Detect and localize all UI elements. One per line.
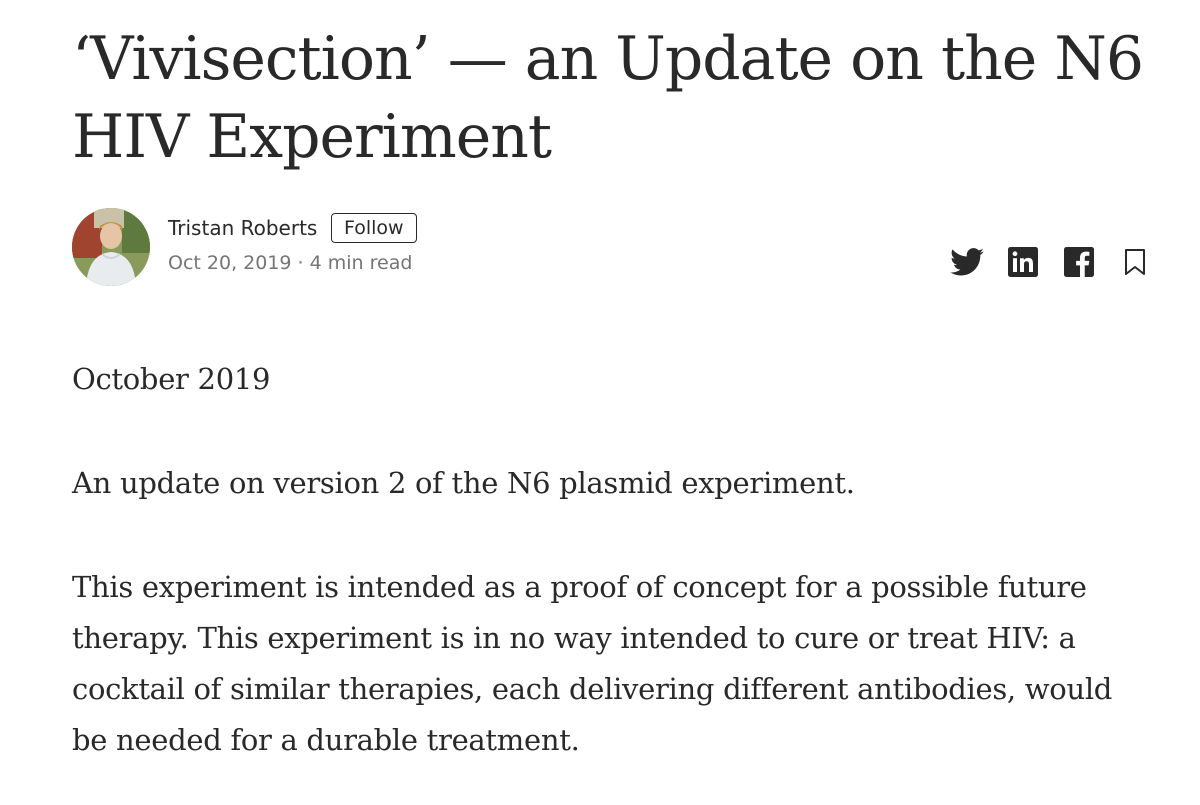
byline — [72, 206, 1152, 286]
bookmark-icon[interactable] — [1118, 245, 1152, 279]
paragraph-intro: This experiment is intended as a proof of concept for a possible future therapy. This experiment is in no way intended to cure or treat HIV: a cocktail of similar therapies, each delivering different antibodies, would be needed for a durable treatment. — [72, 570, 1113, 757]
follow-button[interactable]: Follow — [331, 213, 417, 243]
author-name[interactable]: Tristan Roberts — [168, 216, 318, 240]
avatar-photo — [72, 208, 150, 286]
article — [72, 0, 1152, 805]
author-avatar[interactable] — [72, 208, 150, 286]
linkedin-icon[interactable] — [1006, 245, 1040, 279]
paragraph-update: An update on version 2 of the N6 plasmid experiment. — [72, 466, 855, 500]
share-bar — [950, 244, 1152, 280]
article-title: ‘Vivisection’ — an Update on the N6 HIV Experiment — [72, 24, 1143, 172]
twitter-icon[interactable] — [950, 245, 984, 279]
paragraph-date: October 2019 — [72, 362, 271, 396]
facebook-icon[interactable] — [1062, 245, 1096, 279]
post-meta: Oct 20, 2019 · 4 min read — [168, 252, 413, 274]
